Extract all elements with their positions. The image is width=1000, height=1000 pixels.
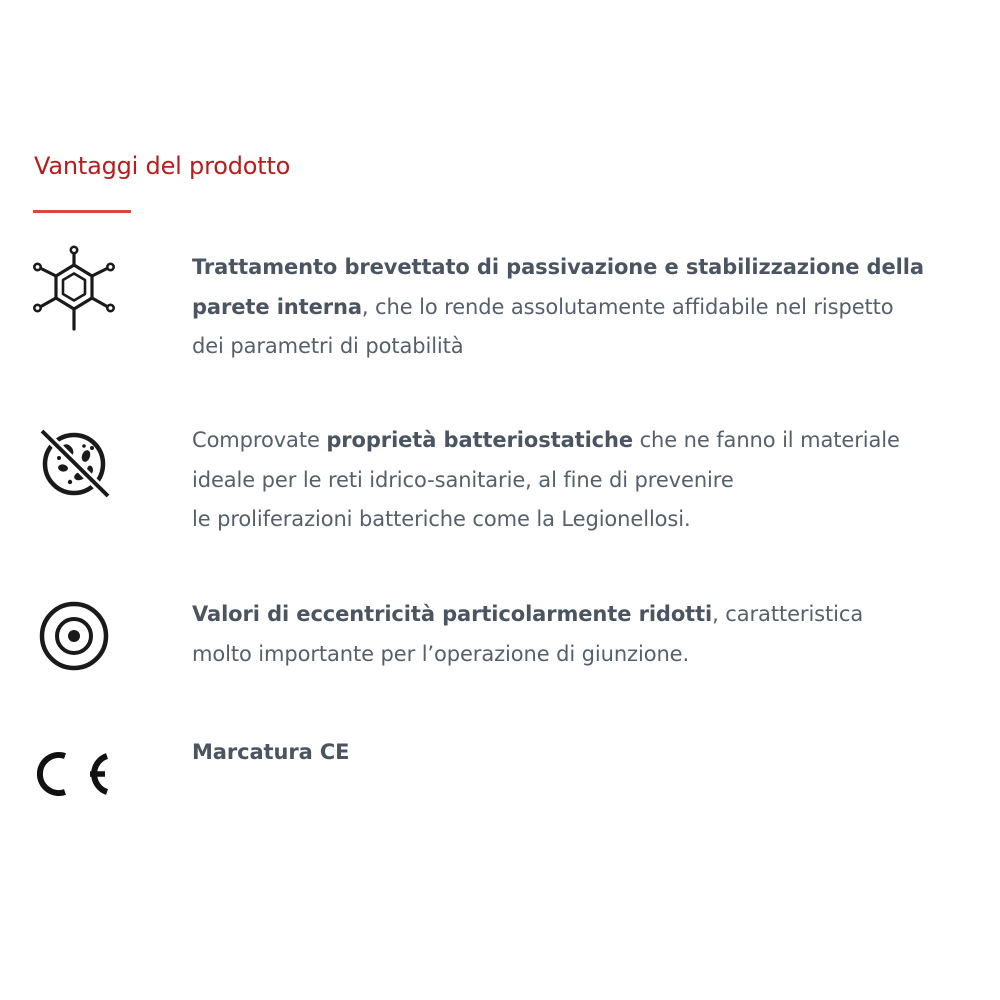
no-bacteria-icon [30, 418, 120, 508]
feature-text: Trattamento brevettato di passivazione e stabilizzazione della parete interna, che lo rende assolutamente affidabile nel rispetto dei parametri di potabilità [192, 255, 924, 358]
section-title: Vantaggi del prodotto [34, 152, 291, 180]
feature-text: Marcatura CE [192, 740, 350, 764]
concentric-circles-icon [28, 592, 118, 682]
title-underline [33, 210, 131, 213]
ce-mark-icon [30, 730, 120, 820]
feature-text: Valori di eccentricità particolarmente ridotti, caratteristica molto importante per l’operazione di giunzione. [192, 602, 864, 666]
feature-text: Comprovate proprietà batteriostatiche che ne fanno il materiale ideale per le reti idrico-sanitarie, al fine di prevenire le proliferazioni batteriche come la Legionellosi. [192, 428, 900, 531]
molecule-icon [30, 245, 120, 335]
